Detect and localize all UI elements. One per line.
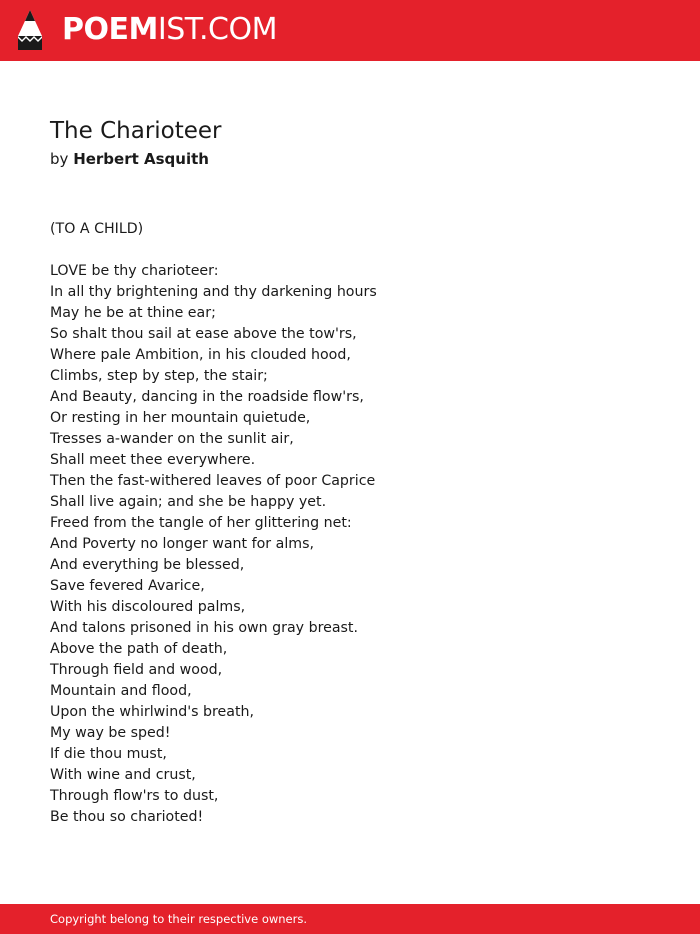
poem-line: Above the path of death,: [50, 641, 228, 657]
poem-line: May he be at thine ear;: [50, 305, 216, 321]
pencil-tip-icon[interactable]: [17, 9, 43, 51]
poem-line: Upon the whirlwind's breath,: [50, 704, 255, 720]
poem-line: Freed from the tangle of her glittering net:: [50, 515, 352, 531]
poem-line: Mountain and flood,: [50, 683, 192, 699]
poem-line: With wine and crust,: [50, 767, 196, 783]
poem-line: My way be sped!: [50, 725, 171, 741]
poem-line: And Poverty no longer want for alms,: [50, 536, 314, 552]
site-logo[interactable]: [62, 12, 277, 48]
poem-line: If die thou must,: [50, 746, 167, 762]
poem-line: And talons prisoned in his own gray breast.: [50, 620, 358, 636]
logo-text-bold: POEM: [62, 12, 158, 47]
byline-prefix: by: [50, 150, 69, 168]
poem-byline: [50, 148, 209, 170]
site-header: [0, 0, 700, 61]
site-footer: [0, 904, 700, 934]
poem-line: With his discoloured palms,: [50, 599, 246, 615]
poem-line: Then the fast-withered leaves of poor Caprice: [50, 473, 376, 489]
poem-line: And everything be blessed,: [50, 557, 245, 573]
poem-line: Where pale Ambition, in his clouded hood,: [50, 347, 351, 363]
poem-line: Be thou so charioted!: [50, 809, 204, 825]
poem-line: In all thy brightening and thy darkening hours: [50, 284, 377, 300]
poem-line: Save fevered Avarice,: [50, 578, 205, 594]
logo-text-light: IST.COM: [157, 12, 277, 47]
poem-line: So shalt thou sail at ease above the tow'rs,: [50, 326, 357, 342]
poem-line: Through field and wood,: [50, 662, 223, 678]
poem-line: And Beauty, dancing in the roadside flow'rs,: [50, 389, 364, 405]
poem-title: The Charioteer: [50, 118, 222, 144]
poem-line: (TO A CHILD): [50, 221, 144, 237]
poem-line: Through flow'rs to dust,: [50, 788, 219, 804]
poem-line: LOVE be thy charioteer:: [50, 263, 219, 279]
poem-line: Shall meet thee everywhere.: [50, 452, 256, 468]
copyright-notice: Copyright belong to their respective owners.: [50, 912, 308, 926]
poem-author: Herbert Asquith: [73, 150, 209, 168]
poem-line: Shall live again; and she be happy yet.: [50, 494, 327, 510]
poem-line: Climbs, step by step, the stair;: [50, 368, 268, 384]
stanza-break: [50, 240, 610, 261]
poem-line: Or resting in her mountain quietude,: [50, 410, 311, 426]
poem-line: Tresses a-wander on the sunlit air,: [50, 431, 294, 447]
poem-body: [50, 219, 610, 828]
